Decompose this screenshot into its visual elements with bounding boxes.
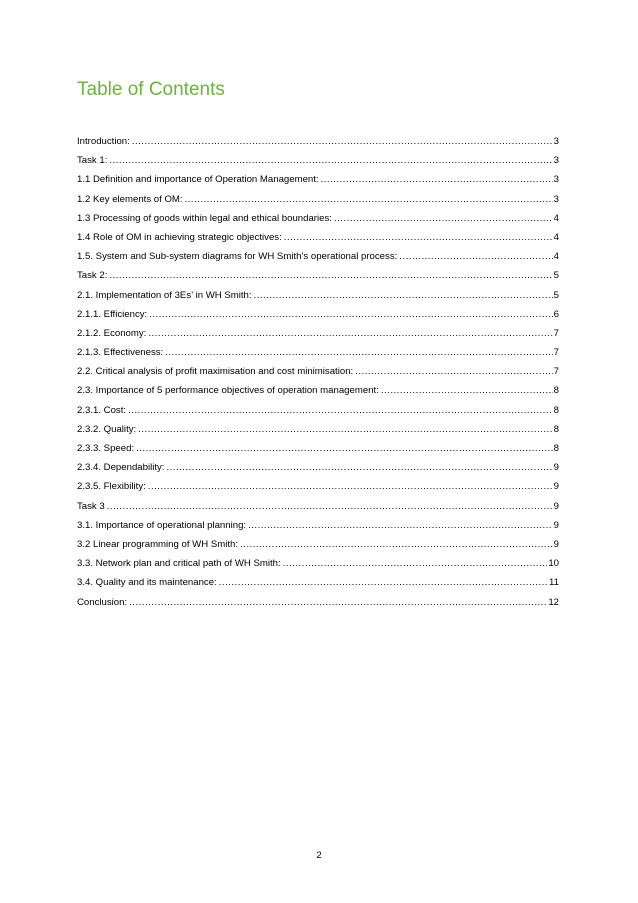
toc-entry-page: 9: [553, 481, 559, 493]
toc-dot-leader: [254, 286, 553, 305]
toc-entry-label: 2.3.4. Dependability:: [77, 462, 165, 474]
toc-entry-page: 9: [553, 500, 559, 512]
toc-entry-page: 8: [553, 404, 559, 416]
toc-entry-page: 3: [553, 136, 559, 147]
toc-entry-label: 3.2 Linear programming of WH Smith:: [77, 538, 239, 550]
toc-entry[interactable]: [77, 362, 559, 381]
toc-dot-leader: [185, 190, 553, 209]
toc-entry-label: 2.2. Critical analysis of profit maximisation and cost minimisation:: [77, 366, 354, 378]
toc-entry-page: 10: [548, 558, 559, 570]
toc-entry-label: Conclusion:: [77, 596, 128, 608]
toc-dot-leader: [149, 305, 552, 324]
toc-entry-page: 8: [553, 443, 559, 454]
toc-title: Table of Contents: [77, 79, 225, 100]
toc-entry[interactable]: [77, 343, 559, 362]
toc-entry[interactable]: [77, 305, 559, 324]
toc-list: [77, 132, 559, 612]
toc-entry-page: 3: [553, 193, 559, 205]
toc-entry-page: 5: [553, 270, 559, 282]
toc-dot-leader: [248, 516, 553, 535]
toc-dot-leader: [165, 343, 552, 362]
toc-entry-page: 5: [553, 289, 559, 301]
toc-entry[interactable]: [77, 401, 559, 420]
toc-entry-page: 12: [548, 596, 559, 608]
toc-entry-label: 2.1. Implementation of 3Es’ in WH Smith:: [77, 289, 252, 301]
toc-entry-label: 3.3. Network plan and critical path of WH Smith:: [77, 558, 281, 570]
toc-dot-leader: [136, 439, 553, 458]
toc-dot-leader: [138, 420, 552, 439]
toc-entry[interactable]: [77, 381, 559, 400]
toc-entry[interactable]: [77, 573, 559, 592]
toc-entry[interactable]: [77, 324, 559, 343]
toc-entry-label: 1.3 Processing of goods within legal and ethical boundaries:: [77, 212, 332, 224]
toc-entry[interactable]: [77, 132, 559, 151]
page-number: 2: [316, 850, 322, 861]
toc-entry-page: 7: [553, 347, 559, 359]
toc-entry-page: 6: [553, 308, 559, 320]
toc-entry[interactable]: [77, 420, 559, 439]
toc-entry-label: Task 3: [77, 500, 105, 512]
toc-entry[interactable]: [77, 458, 559, 477]
toc-entry-label: 2.3. Importance of 5 performance objectives of operation management:: [77, 385, 379, 397]
toc-entry-label: 2.3.2. Quality:: [77, 423, 137, 435]
toc-entry[interactable]: [77, 593, 559, 612]
toc-dot-leader: [240, 535, 553, 554]
toc-entry-page: 9: [553, 538, 559, 550]
toc-entry[interactable]: [77, 286, 559, 305]
toc-dot-leader: [107, 497, 553, 516]
toc-dot-leader: [283, 554, 548, 573]
toc-dot-leader: [132, 132, 553, 151]
toc-entry[interactable]: [77, 266, 559, 285]
toc-entry-page: 9: [553, 519, 559, 531]
toc-entry[interactable]: [77, 535, 559, 554]
toc-entry-label: Task 2:: [77, 270, 108, 282]
toc-dot-leader: [109, 151, 552, 170]
toc-dot-leader: [399, 247, 552, 266]
toc-entry-label: 1.5. System and Sub-system diagrams for WH Smith’s operational process:: [77, 251, 398, 263]
toc-entry-label: 2.1.3. Effectiveness:: [77, 347, 164, 359]
toc-entry-label: Task 1:: [77, 155, 108, 167]
toc-entry-page: 3: [553, 174, 559, 186]
toc-entry-page: 4: [553, 212, 559, 224]
toc-entry[interactable]: [77, 497, 559, 516]
toc-entry[interactable]: [77, 554, 559, 573]
toc-entry[interactable]: [77, 209, 559, 228]
toc-entry-page: 7: [553, 327, 559, 339]
toc-dot-leader: [166, 458, 552, 477]
toc-dot-leader: [334, 209, 553, 228]
toc-dot-leader: [109, 266, 552, 285]
toc-entry[interactable]: [77, 477, 559, 496]
toc-entry[interactable]: [77, 170, 559, 189]
toc-entry[interactable]: [77, 247, 559, 266]
toc-dot-leader: [381, 381, 553, 400]
toc-entry-page: 11: [549, 577, 559, 589]
toc-dot-leader: [355, 362, 552, 381]
toc-entry-page: 4: [553, 231, 559, 243]
toc-entry[interactable]: [77, 516, 559, 535]
toc-entry-label: 3.4. Quality and its maintenance:: [77, 577, 217, 589]
toc-entry-label: Introduction:: [77, 136, 130, 147]
toc-entry-label: 2.1.2. Economy:: [77, 327, 147, 339]
toc-dot-leader: [129, 593, 547, 612]
toc-entry-label: 2.3.5. Flexibility:: [77, 481, 146, 493]
toc-entry-label: 3.1. Importance of operational planning:: [77, 519, 247, 531]
toc-entry-page: 8: [553, 423, 559, 435]
toc-dot-leader: [128, 401, 553, 420]
toc-entry-label: 1.2 Key elements of OM:: [77, 193, 183, 205]
toc-entry-page: 8: [553, 385, 559, 397]
toc-entry-label: 2.3.1. Cost:: [77, 404, 127, 416]
toc-entry-page: 7: [553, 366, 559, 378]
toc-entry[interactable]: [77, 151, 559, 170]
toc-entry[interactable]: [77, 190, 559, 209]
toc-entry[interactable]: [77, 228, 559, 247]
toc-entry-label: 2.3.3. Speed:: [77, 443, 135, 454]
toc-dot-leader: [219, 573, 548, 592]
toc-entry-label: 2.1.1. Efficiency:: [77, 308, 148, 320]
toc-entry[interactable]: [77, 439, 559, 458]
toc-entry-page: 4: [553, 251, 559, 263]
toc-entry-page: 9: [553, 462, 559, 474]
toc-dot-leader: [148, 477, 553, 496]
toc-entry-label: 1.4 Role of OM in achieving strategic objectives:: [77, 231, 282, 243]
toc-entry-label: 1.1 Definition and importance of Operation Management:: [77, 174, 319, 186]
toc-dot-leader: [321, 170, 553, 189]
toc-dot-leader: [284, 228, 553, 247]
toc-entry-page: 3: [553, 155, 559, 167]
toc-dot-leader: [148, 324, 552, 343]
